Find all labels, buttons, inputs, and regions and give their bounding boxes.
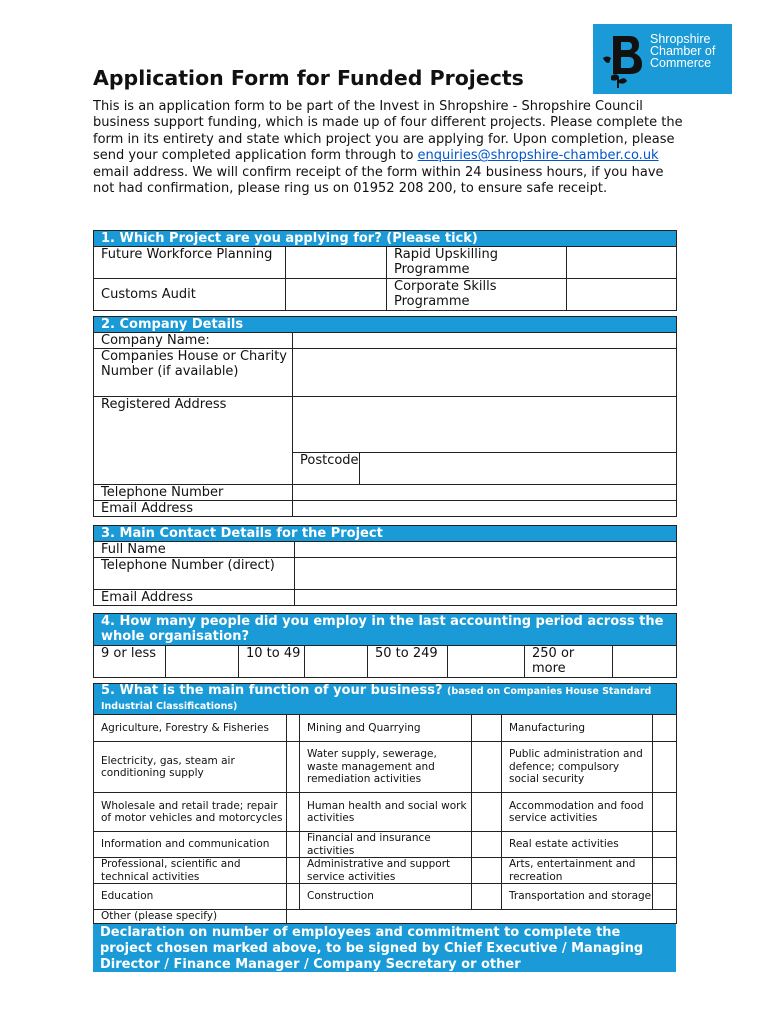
function-option: Manufacturing: [502, 715, 653, 742]
option-50-to-249: 50 to 249: [368, 646, 448, 678]
function-tick[interactable]: [653, 715, 677, 742]
contact-telephone-field[interactable]: [295, 558, 677, 590]
option-9-or-less: 9 or less: [94, 646, 166, 678]
function-tick[interactable]: [287, 793, 300, 832]
function-option: Arts, entertainment and recreation: [502, 858, 653, 884]
function-option: Agriculture, Forestry & Fisheries: [94, 715, 287, 742]
project-section-header: 1. Which Project are you applying for? (Please tick): [94, 231, 677, 247]
option-future-workforce: Future Workforce Planning: [94, 247, 286, 279]
function-option: Public administration and defence; compulsory social security: [502, 742, 653, 793]
tick-customs-audit[interactable]: [286, 279, 387, 311]
function-tick[interactable]: [472, 832, 502, 858]
function-option: Information and communication: [94, 832, 287, 858]
companies-house-field[interactable]: [293, 349, 677, 397]
function-tick[interactable]: [287, 715, 300, 742]
enquiries-email-link[interactable]: enquiries@shropshire-chamber.co.uk: [417, 148, 659, 164]
company-name-label: Company Name:: [94, 333, 293, 349]
option-rapid-upskilling: Rapid Upskilling Programme: [387, 247, 567, 279]
other-specify-field[interactable]: [287, 910, 677, 924]
logo-line-2: Chamber of: [650, 44, 716, 58]
contact-email-label: Email Address: [94, 590, 295, 606]
main-contact-header: 3. Main Contact Details for the Project: [94, 526, 677, 542]
logo-line-3: Commerce: [650, 56, 712, 70]
chamber-logo-icon: [599, 30, 647, 90]
business-function-note: (based on Companies House Standard Industrial Classifications): [101, 686, 652, 712]
function-tick[interactable]: [653, 793, 677, 832]
companies-house-label: Companies House or Charity Number (if available): [94, 349, 293, 397]
email-field[interactable]: [293, 501, 677, 517]
employees-header: 4. How many people did you employ in the last accounting period across the whole organisation?: [94, 614, 677, 646]
option-250-or-more: 250 or more: [525, 646, 613, 678]
business-function-header: [94, 684, 677, 715]
function-option: Financial and insurance activities: [300, 832, 472, 858]
option-corporate-skills: Corporate Skills Programme: [387, 279, 567, 311]
function-option: Accommodation and food service activities: [502, 793, 653, 832]
function-tick[interactable]: [472, 858, 502, 884]
business-function-title: 5. What is the main function of your business?: [101, 683, 443, 698]
tick-corporate-skills[interactable]: [567, 279, 677, 311]
function-tick[interactable]: [287, 742, 300, 793]
telephone-field[interactable]: [293, 485, 677, 501]
tick-future-workforce[interactable]: [286, 247, 387, 279]
tick-250-or-more[interactable]: [613, 646, 677, 678]
function-tick[interactable]: [287, 884, 300, 910]
telephone-label: Telephone Number: [94, 485, 293, 501]
postcode-label: Postcode: [293, 453, 360, 485]
logo-line-1: Shropshire: [650, 32, 711, 46]
business-function-section: [93, 683, 677, 924]
option-10-to-49: 10 to 49: [239, 646, 305, 678]
function-tick[interactable]: [472, 742, 502, 793]
function-tick[interactable]: [287, 858, 300, 884]
tick-9-or-less[interactable]: [166, 646, 239, 678]
tick-10-to-49[interactable]: [305, 646, 368, 678]
contact-email-field[interactable]: [295, 590, 677, 606]
function-tick[interactable]: [653, 742, 677, 793]
postcode-field[interactable]: [360, 453, 677, 485]
function-option: Professional, scientific and technical activities: [94, 858, 287, 884]
function-option: Administrative and support service activities: [300, 858, 472, 884]
intro-paragraph: [93, 99, 683, 197]
function-option: Water supply, sewerage, waste management and remediation activities: [300, 742, 472, 793]
email-label: Email Address: [94, 501, 293, 517]
function-option: Human health and social work activities: [300, 793, 472, 832]
function-option: Mining and Quarrying: [300, 715, 472, 742]
employees-section: [93, 613, 677, 678]
full-name-field[interactable]: [295, 542, 677, 558]
function-tick[interactable]: [287, 832, 300, 858]
page-title: Application Form for Funded Projects: [93, 66, 524, 90]
function-option: Transportation and storage: [502, 884, 653, 910]
function-tick[interactable]: [472, 884, 502, 910]
project-section: [93, 230, 677, 311]
function-tick[interactable]: [653, 858, 677, 884]
company-details-header: 2. Company Details: [94, 317, 677, 333]
function-tick[interactable]: [472, 793, 502, 832]
function-option: Real estate activities: [502, 832, 653, 858]
contact-telephone-label: Telephone Number (direct): [94, 558, 295, 590]
company-details-section: [93, 316, 677, 517]
declaration-banner: Declaration on number of employees and commitment to complete the project chosen marked above, to be signed by Chief Executive / Managing Director / Finance Manager / Company Secretary or other: [93, 924, 676, 972]
main-contact-section: [93, 525, 677, 606]
function-tick[interactable]: [472, 715, 502, 742]
function-tick[interactable]: [653, 884, 677, 910]
function-option: Electricity, gas, steam air conditioning supply: [94, 742, 287, 793]
tick-50-to-249[interactable]: [448, 646, 525, 678]
function-option: Education: [94, 884, 287, 910]
chamber-logo: [593, 24, 732, 94]
tick-rapid-upskilling[interactable]: [567, 247, 677, 279]
company-name-field[interactable]: [293, 333, 677, 349]
other-specify-label: Other (please specify): [94, 910, 287, 924]
function-option: Construction: [300, 884, 472, 910]
function-tick[interactable]: [653, 832, 677, 858]
option-customs-audit: Customs Audit: [94, 279, 286, 311]
registered-address-field[interactable]: [293, 397, 677, 453]
full-name-label: Full Name: [94, 542, 295, 558]
function-option: Wholesale and retail trade; repair of motor vehicles and motorcycles: [94, 793, 287, 832]
registered-address-label: Registered Address: [94, 397, 293, 485]
intro-text-end: email address. We will confirm receipt of the form within 24 business hours, if you have not had confirmation, please ring us on 01952 208 200, to ensure safe receipt.: [93, 164, 664, 197]
intro-text-start: This is an application form to be part of the Invest in Shropshire - Shropshire Council business support funding, which is made up of four different projects. Please complete the form in its entirety and state which project you are applying for. Upon completion, please send your completed application form through to: [93, 99, 683, 164]
